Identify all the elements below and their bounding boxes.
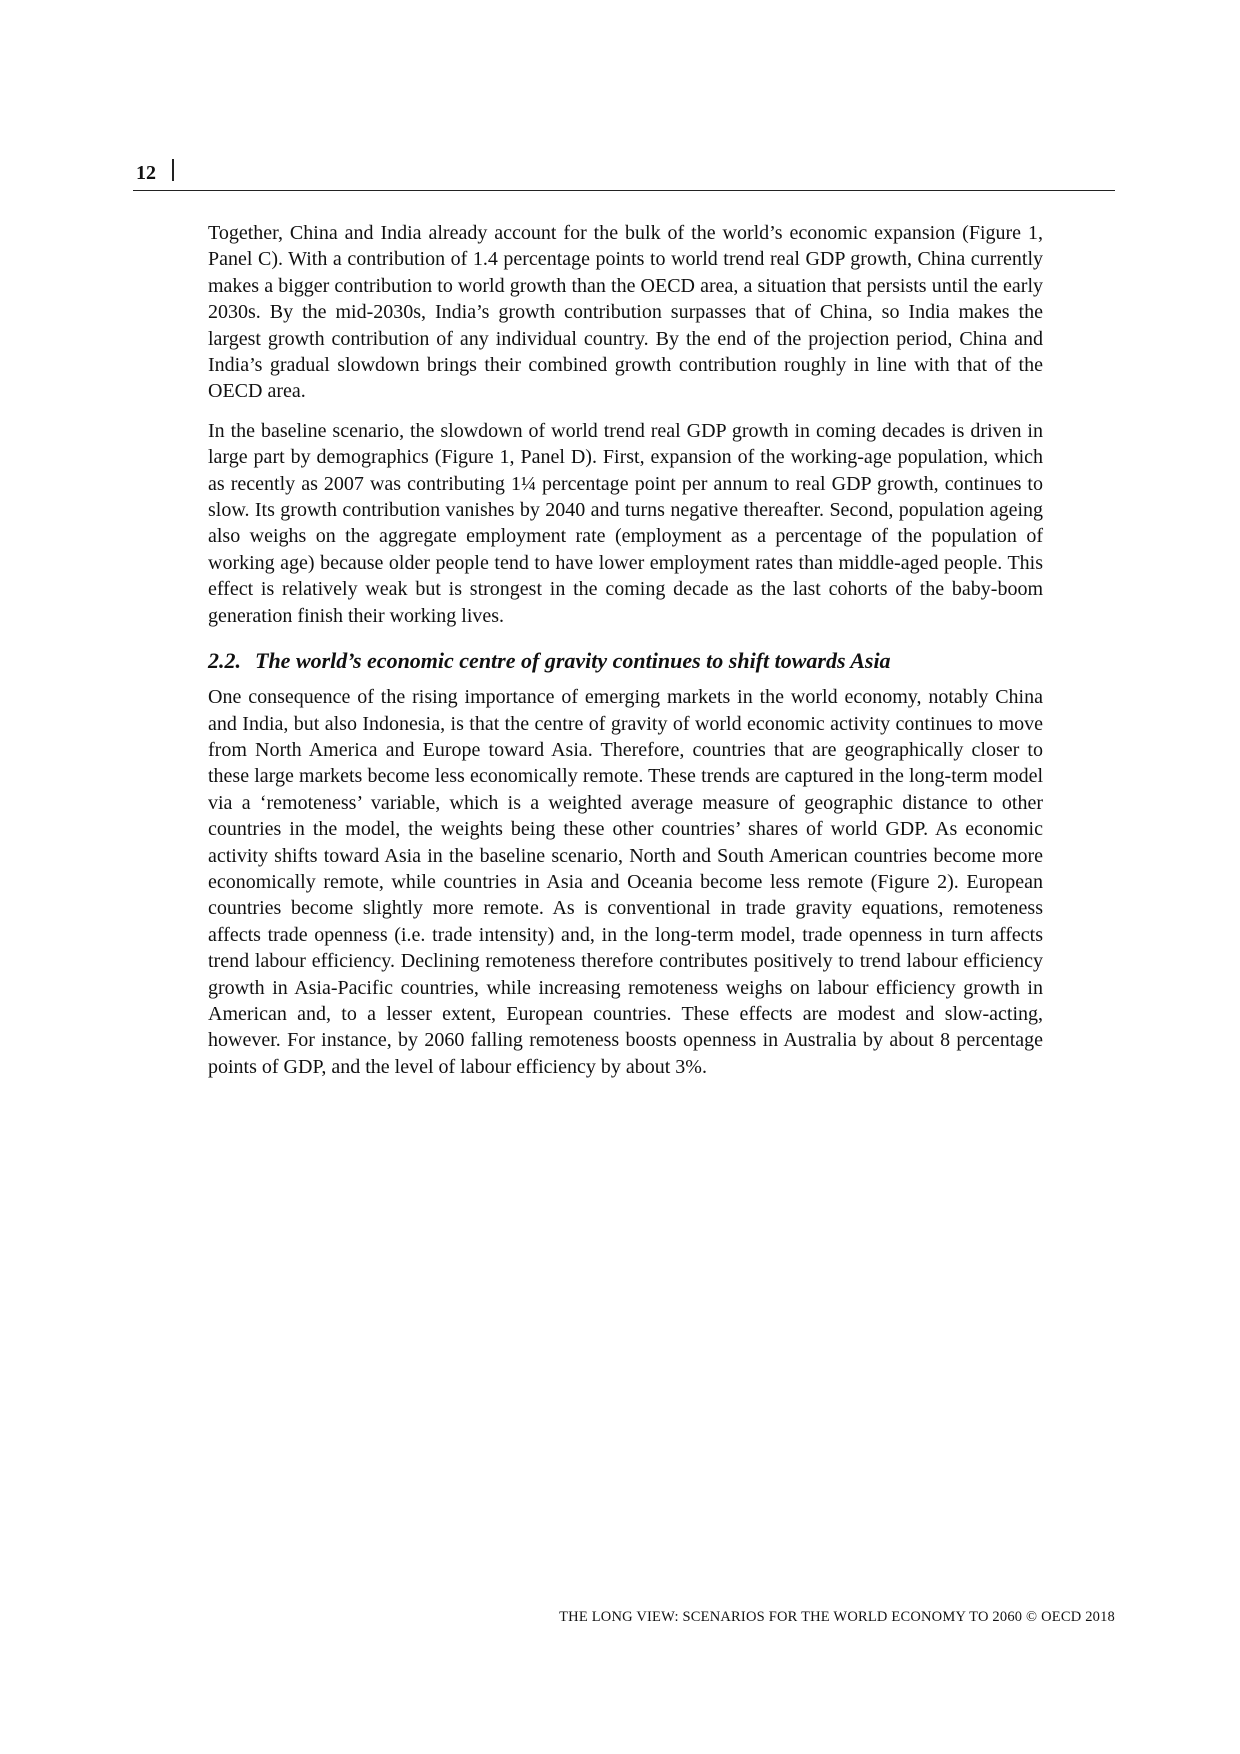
- page-footer: THE LONG VIEW: SCENARIOS FOR THE WORLD ECONOMY TO 2060 © OECD 2018: [559, 1609, 1115, 1625]
- paragraph-china-india-growth: Together, China and India already account for the bulk of the world’s economic expansion (Figure 1, Panel C). With a contribution of 1.4 percentage points to world trend real GDP growth, China currently makes a bigger contribution to world growth than the OECD area, a situation that persists until the early 2030s. By the mid-2030s, India’s growth contribution surpasses that of China, so India makes the largest growth contribution of any individual country. By the end of the projection period, China and India’s gradual slowdown brings their combined growth contribution roughly in line with that of the OECD area.: [208, 222, 1043, 403]
- main-content: [208, 220, 1043, 1093]
- section-title: The world’s economic centre of gravity continues to shift towards Asia: [255, 648, 891, 674]
- page-number-separator: [172, 159, 174, 181]
- page-header: [133, 158, 1115, 191]
- paragraph-demographics: In the baseline scenario, the slowdown of world trend real GDP growth in coming decades is driven in large part by demographics (Figure 1, Panel D). First, expansion of the working-age population, which as recently as 2007 was contributing 1¼ percentage point per annum to real GDP growth, continues to slow. Its growth contribution vanishes by 2040 and turns negative thereafter. Second, population ageing also weighs on the aggregate employment rate (employment as a percentage of the population of working age) because older people tend to have lower employment rates than middle-aged people. This effect is relatively weak but is strongest in the coming decade as the last cohorts of the baby-boom generation finish their working lives.: [208, 419, 1043, 627]
- page-number: 12: [136, 162, 156, 184]
- section-number: 2.2.: [208, 648, 241, 674]
- paragraph-remoteness: One consequence of the rising importance of emerging markets in the world economy, notably China and India, but also Indonesia, is that the centre of gravity of world economic activity continues to move from North America and Europe toward Asia. Therefore, countries that are geographically closer to these large markets become less economically remote. These trends are captured in the long-term model via a ‘remoteness’ variable, which is a weighted average measure of geographic distance to other countries in the model, the weights being these other countries’ shares of world GDP. As economic activity shifts toward Asia in the baseline scenario, North and South American countries become more economically remote, while countries in Asia and Oceania become less remote (Figure 2). European countries become slightly more remote. As is conventional in trade gravity equations, remoteness affects trade openness (i.e. trade intensity) and, in the long-term model, trade openness in turn affects trend labour efficiency. Declining remoteness therefore contributes positively to trend labour efficiency growth in Asia-Pacific countries, while increasing remoteness weighs on labour efficiency growth in American and, to a lesser extent, European countries. These effects are modest and slow-acting, however. For instance, by 2060 falling remoteness boosts openness in Australia by about 8 percentage points of GDP, and the level of labour efficiency by about 3%.: [208, 686, 1043, 1078]
- section-heading: [208, 647, 1043, 675]
